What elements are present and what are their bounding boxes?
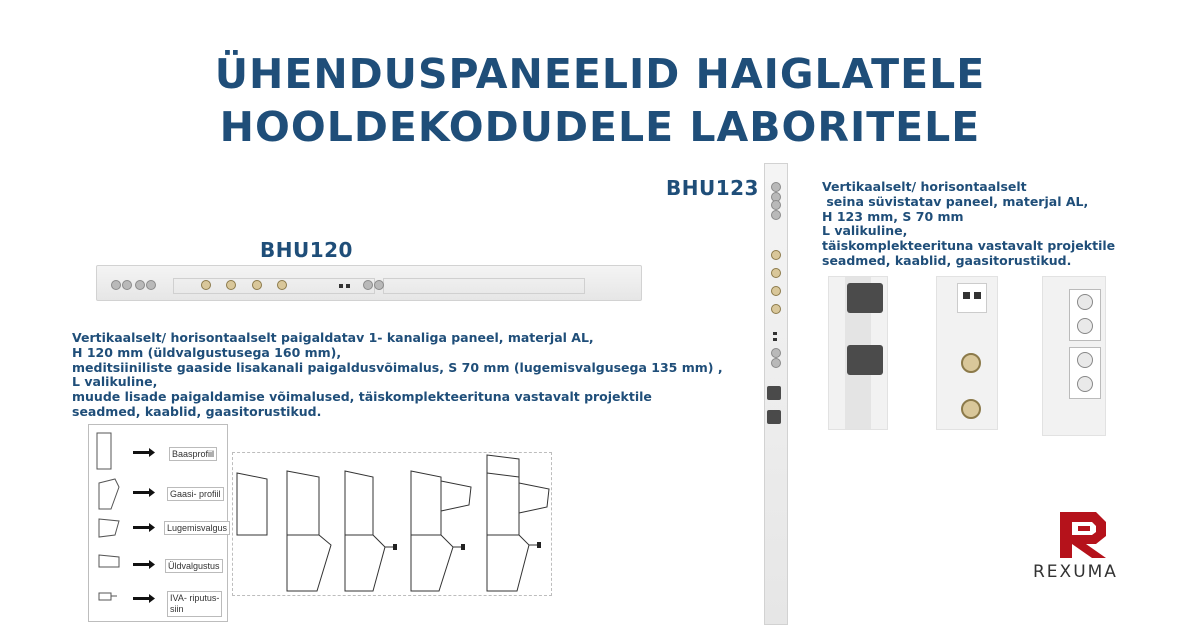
gas-outlet (122, 280, 132, 290)
gas-outlet (146, 280, 156, 290)
bhu123-description: Vertikaalselt/ horisontaalselt seina süvistatav paneel, materjal AL, H 123 mm, S 70 mm L valikuline, täiskomplekteerituna vastavalt projektile seadmed, kaablid, gaasitorustikud. (822, 179, 1116, 268)
data-port (339, 284, 343, 288)
socket (771, 304, 781, 314)
gas-outlet (771, 182, 781, 192)
page-title (0, 48, 1200, 154)
photo-rail-mount (828, 276, 888, 430)
rail-mount (767, 386, 781, 400)
socket (771, 268, 781, 278)
bhu123-panel-image (764, 163, 788, 625)
rexuma-logo (1056, 510, 1110, 560)
gas-outlet (374, 280, 384, 290)
data-port (773, 332, 777, 335)
bhu120-description: Vertikaalselt/ horisontaalselt paigaldatav 1- kanaliga paneel, materjal AL, H 120 mm (üldvalgustusega 160 mm), meditsiiniliste gaaside lisakanali paigaldusvõimalus, S 70 mm (lugemisvalgusega 135 mm) , L valikuline, muude lisade paigaldamise võimalused, täiskomplekteerituna vastavalt projektile seadmed, kaablid, gaasitorustikud. (72, 330, 723, 419)
socket-block (1069, 347, 1101, 399)
socket-block (1069, 289, 1101, 341)
profile-label-base: Baasprofiil (169, 447, 217, 461)
data-port (773, 338, 777, 341)
photo-power-sockets (1042, 276, 1106, 436)
panel-channel (383, 278, 585, 294)
profile-label-gas: Gaasi- profiil (167, 487, 224, 501)
rail-mount (847, 345, 883, 375)
socket (771, 286, 781, 296)
profile-label-reading-light: Lugemisvalgus (164, 521, 230, 535)
gas-outlet (961, 353, 981, 373)
photo-gas-outlets (936, 276, 998, 430)
socket (226, 280, 236, 290)
gas-outlet (363, 280, 373, 290)
profile-legend-box (88, 424, 228, 622)
socket (771, 250, 781, 260)
gas-outlet (135, 280, 145, 290)
profile-combinations-drawing (232, 452, 552, 596)
bhu120-label: BHU120 (260, 238, 353, 262)
gas-outlet (771, 200, 781, 210)
rail-mount (767, 410, 781, 424)
gas-outlet (111, 280, 121, 290)
data-port (346, 284, 350, 288)
bhu120-panel-image (96, 265, 642, 301)
profile-label-rail: IVA- riputus- siin (167, 591, 222, 617)
socket (201, 280, 211, 290)
data-port-panel (957, 283, 987, 313)
title-line-2: HOOLDEKODUDELE LABORITELE (219, 103, 981, 151)
gas-outlet (771, 210, 781, 220)
rexuma-logo-mark (1056, 510, 1110, 560)
gas-outlet (771, 358, 781, 368)
socket (277, 280, 287, 290)
title-line-1: ÜHENDUSPANEELID HAIGLATELE (214, 50, 986, 98)
profile-label-general-light: Üldvalgustus (165, 559, 223, 573)
socket (252, 280, 262, 290)
rexuma-logo-text: REXUMA (1033, 562, 1118, 582)
gas-outlet (771, 348, 781, 358)
gas-outlet (961, 399, 981, 419)
rail-mount (847, 283, 883, 313)
bhu123-label: BHU123 (666, 176, 759, 200)
